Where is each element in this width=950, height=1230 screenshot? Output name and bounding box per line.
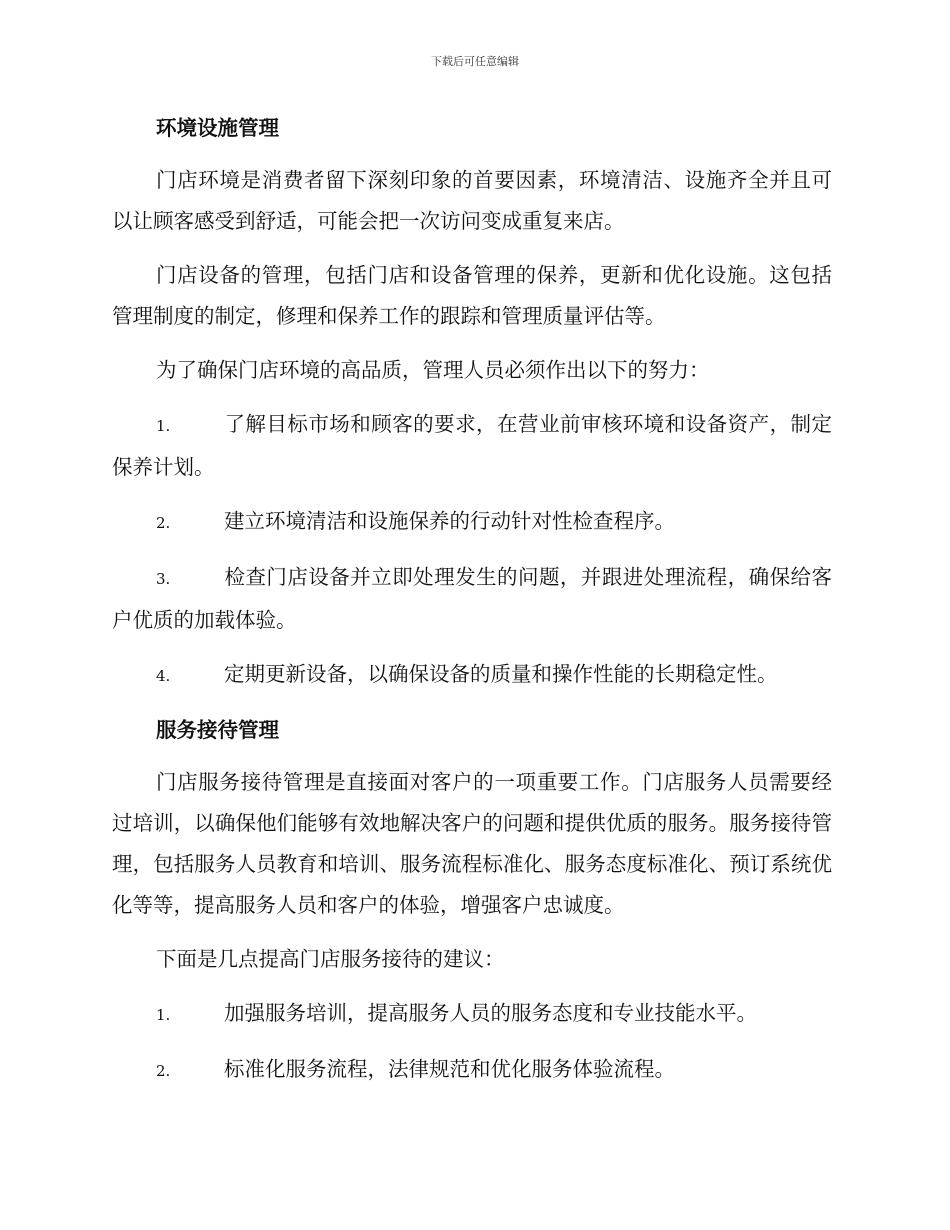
list-number: 1. [156,1006,171,1024]
list-item [112,501,832,544]
list-item-text: 加强服务培训，提高服务人员的服务态度和专业技能水平。 [224,1001,757,1025]
document-body [112,108,832,1105]
list-item-text: 检查门店设备并立即处理发生的问题，并跟进处理流程，确保给客户优质的加载体验。 [112,565,832,632]
paragraph: 下面是几点提高门店服务接待的建议： [156,947,505,971]
list-number: 2. [156,1062,171,1080]
list-number: 4. [156,667,171,685]
page-header: 下载后可任意编辑 [431,55,519,68]
paragraph: 门店服务接待管理是直接面对客户的一项重要工作。门店服务人员需要经过培训，以确保他们能够有效地解决客户的问题和提供优质的服务。服务接待管理，包括服务人员教育和培训、服务流程标准化、服务态度标准化、预订系统优化等等，提高服务人员和客户的体验，增强客户忠诚度。 [112,770,832,917]
list-number: 2. [156,514,171,532]
section-heading-environment: 环境设施管理 [156,116,279,140]
list-item [112,654,832,697]
paragraph: 门店环境是消费者留下深刻印象的首要因素，环境清洁、设施齐全并且可以让顾客感受到舒适，可能会把一次访问变成重复来店。 [112,168,832,233]
paragraph: 为了确保门店环境的高品质，管理人员必须作出以下的努力： [156,358,710,382]
list-item-text: 定期更新设备，以确保设备的质量和操作性能的长期稳定性。 [224,662,778,686]
list-number: 3. [156,570,171,588]
list-item-text: 建立环境清洁和设施保养的行动针对性检查程序。 [224,509,675,533]
list-number: 1. [156,417,171,435]
list-item [112,557,832,641]
list-item [112,993,832,1036]
list-item [112,404,832,488]
list-item-text: 标准化服务流程，法律规范和优化服务体验流程。 [224,1057,675,1081]
section-heading-service: 服务接待管理 [156,718,279,742]
list-item [112,1049,832,1092]
list-item-text: 了解目标市场和顾客的要求，在营业前审核环境和设备资产，制定保养计划。 [112,412,832,479]
paragraph: 门店设备的管理，包括门店和设备管理的保养，更新和优化设施。这包括管理制度的制定，修理和保养工作的跟踪和管理质量评估等。 [112,263,832,328]
